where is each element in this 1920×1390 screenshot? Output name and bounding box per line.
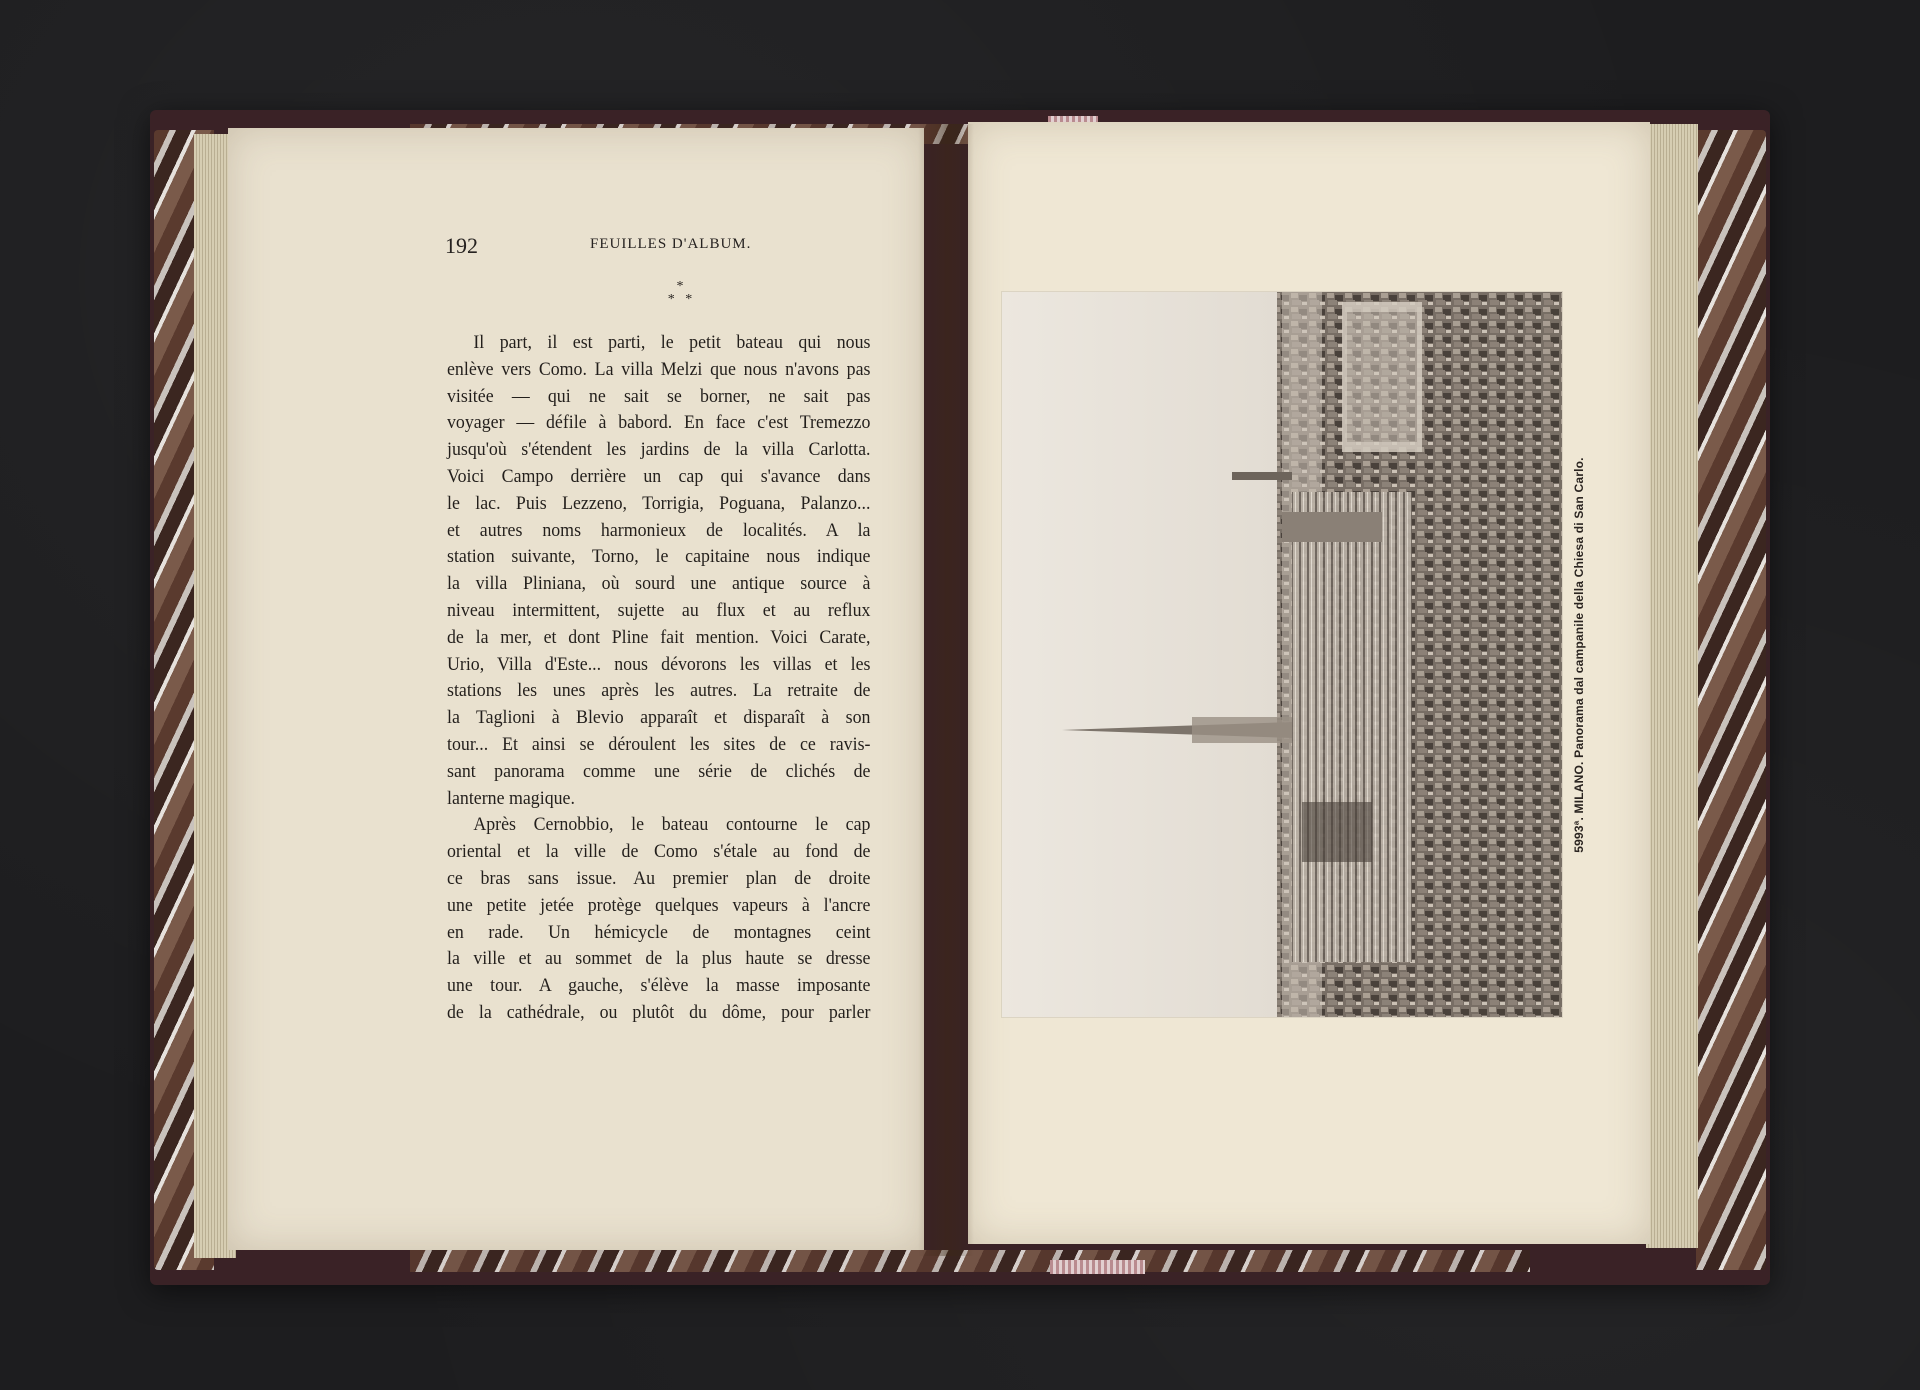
text-line: jusqu'où s'étendent les jardins de la villa Carlotta. bbox=[447, 439, 871, 461]
running-head bbox=[445, 233, 865, 263]
text-line: lanterne magique. bbox=[447, 787, 575, 809]
text-line: oriental et la ville de Como s'étale au fond de bbox=[447, 841, 871, 863]
text-line: Après Cernobbio, le bateau contourne le cap bbox=[473, 814, 871, 836]
text-line: la ville et au sommet de la plus haute se dresse bbox=[447, 948, 871, 970]
headband-bottom bbox=[1050, 1260, 1145, 1274]
text-line: sant panorama comme une série de clichés de bbox=[447, 760, 871, 782]
text-line: Voici Campo derrière un cap qui s'avance dans bbox=[447, 465, 871, 487]
asterism-top: * bbox=[676, 279, 684, 294]
text-line: la Taglioni à Blevio apparaît et disparaît à son bbox=[447, 707, 871, 729]
text-line: la villa Pliniana, où sourd une antique source à bbox=[447, 573, 871, 595]
plate-caption-text: 5993ª. MILANO. Panorama dal campanile della Chiesa di San Carlo. bbox=[1572, 456, 1586, 853]
text-line: tour... Et ainsi se déroulent les sites de ce ravis- bbox=[447, 733, 871, 755]
text-line: et autres noms harmonieux de localités. A la bbox=[447, 519, 871, 541]
text-line: une tour. A gauche, s'élève la masse imposante bbox=[447, 975, 871, 997]
text-line: une petite jetée protège quelques vapeurs à l'ancre bbox=[447, 894, 871, 916]
text-line: voyager — défile à babord. En face c'est Tremezzo bbox=[447, 412, 871, 434]
text-line: enlève vers Como. La villa Melzi que nous n'avons pas bbox=[447, 358, 871, 380]
asterism-bottom: * * bbox=[667, 292, 693, 307]
text-line: de la mer, et dont Pline fait mention. Voici Carate, bbox=[447, 626, 871, 648]
marbled-cover-right bbox=[1696, 130, 1766, 1270]
page-edges-right bbox=[1646, 124, 1698, 1248]
milan-panorama-photo bbox=[1002, 292, 1562, 1017]
text-line: Il part, il est parti, le petit bateau qui nous bbox=[473, 332, 871, 353]
text-line: en rade. Un hémicycle de montagnes ceint bbox=[447, 921, 871, 943]
text-line: le lac. Puis Lezzeno, Torrigia, Poguana, Palanzo... bbox=[447, 492, 871, 514]
text-line: visitée — qui ne sait se borner, ne sait pas bbox=[447, 385, 871, 407]
open-book bbox=[150, 110, 1770, 1285]
section-separator bbox=[650, 280, 710, 320]
text-line: ce bras sans issue. Au premier plan de droite bbox=[447, 867, 871, 889]
page-number: 192 bbox=[445, 233, 478, 258]
text-line: stations les unes après les autres. La retraite de bbox=[447, 680, 871, 702]
body-text bbox=[447, 330, 872, 1027]
text-line: Urio, Villa d'Este... nous dévorons les villas et les bbox=[447, 653, 871, 675]
running-title: FEUILLES D'ALBUM. bbox=[590, 236, 752, 252]
text-line: niveau intermittent, sujette au flux et au reflux bbox=[447, 599, 871, 621]
plate-caption bbox=[1568, 292, 1590, 1017]
photo-plate bbox=[1002, 292, 1562, 1017]
text-line: de la cathédrale, ou plutôt du dôme, pour parler bbox=[447, 1001, 871, 1023]
text-line: station suivante, Torno, le capitaine nous indique bbox=[447, 546, 871, 568]
book-gutter bbox=[918, 124, 974, 1256]
